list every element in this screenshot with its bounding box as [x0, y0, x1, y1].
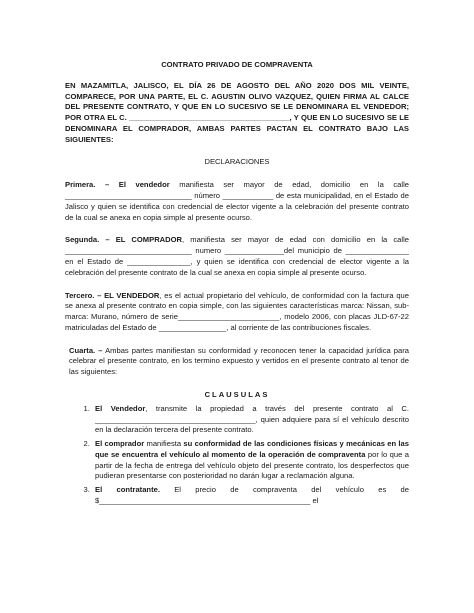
declaracion-segunda-label: Segunda. – EL COMPRADOR: [65, 235, 183, 245]
clausula-text: El precio de compraventa del vehículo es de $__________________________________________________ el: [95, 485, 409, 505]
document-title: CONTRATO PRIVADO DE COMPRAVENTA: [161, 60, 313, 69]
declaracion-segunda: [65, 235, 409, 278]
clausula-text: , transmite la propiedad a través del presente contrato al C. ______________________________________, quien adquiere para sí el vehículo descrito en la declaración tercera del presente contrato.: [95, 403, 409, 435]
declaracion-primera: [65, 180, 409, 223]
declaracion-primera-label: Primera. – El vendedor: [65, 180, 170, 190]
declaracion-segunda-text: , manifiesta ser mayor de edad con domicilio en la calle ______________________________ numero ______________del municipio de _______________ en el Estado de _______________, y quien se identifica con credencial de elector vigente a la celebración del presente contrato de la cual se anexa en copia simple al presente ocurso.: [65, 235, 410, 277]
clausulas-list: [65, 404, 409, 507]
clausula-label: El comprador: [95, 439, 145, 449]
declaracion-tercero-text: , es el actual propietario del vehículo, de conformidad con la factura que se anexa al presente contrato en copia simple, con las siguientes características marca: Nissan, sub-marca: Murano, número de serie________________________, modelo 2006, con placas JLD-67-22 matriculadas del Estado de ________________, al corriente de las contribuciones fiscales.: [65, 290, 409, 332]
preamble-paragraph: EN MAZAMITLA, JALISCO, EL DÍA 26 DE AGOSTO DEL AÑO 2020 DOS MIL VEINTE, COMPARECE, POR UNA PARTE, EL C. AGUSTIN OLIVO VAZQUEZ, QUIEN FIRMA AL CALCE DEL PRESENTE CONTRATO, Y QUE EN LO SUCESIVO SE LE DENOMINARA EL VENDEDOR; POR OTRA EL C. ______________________________________, Y QUE EN LO SUCESIVO SE LE DENOMINARA EL COMPRADOR, AMBAS PARTES PACTAN EL CONTRATO BAJO LAS SIGUIENTES:: [65, 80, 409, 144]
declaracion-tercero: [65, 291, 409, 334]
clausula-label: El Vendedor: [95, 403, 146, 413]
clausula-item: [92, 485, 409, 507]
clausula-text: por lo que a partir de la fecha de entrega del vehículo objeto del presente contrato, los desperfectos que pudieran presentarse con posterioridad no darán lugar a reclamación alguna.: [95, 449, 409, 481]
declaracion-cuarta-text: Ambas partes manifiestan su conformidad y reconocen tener la capacidad jurídica para celebrar el presente contrato, en los termino expuesto y vertidos en el presente contrato al tenor de las siguientes:: [69, 345, 409, 377]
clausula-item: [92, 439, 409, 482]
declaraciones-heading: DECLARACIONES: [204, 157, 270, 167]
declaracion-tercero-label: Tercero. – EL VENDEDOR: [65, 290, 160, 300]
declaracion-cuarta-label: Cuarta. –: [69, 345, 103, 355]
clausula-label: El contratante.: [95, 485, 160, 495]
clausula-item: [92, 404, 409, 436]
declaracion-cuarta: [65, 346, 409, 378]
clausula-bold-text: su conformidad de las condiciones físicas y mecánicas en las que se encuentra el vehículo al momento de la operación de compraventa: [95, 439, 409, 459]
clausula-mid-text: manifiesta: [144, 439, 184, 449]
clausulas-heading: CLAUSULAS: [204, 389, 270, 399]
declaracion-primera-text: manifiesta ser mayor de edad, domicilio en la calle ______________________________ número ____________ de esta municipalidad, en el Estado de Jalisco y quien se identifica con credencial de elector vigente a la celebración del presente contrato de la cual se anexa en copia simple al presente ocurso.: [65, 180, 409, 222]
